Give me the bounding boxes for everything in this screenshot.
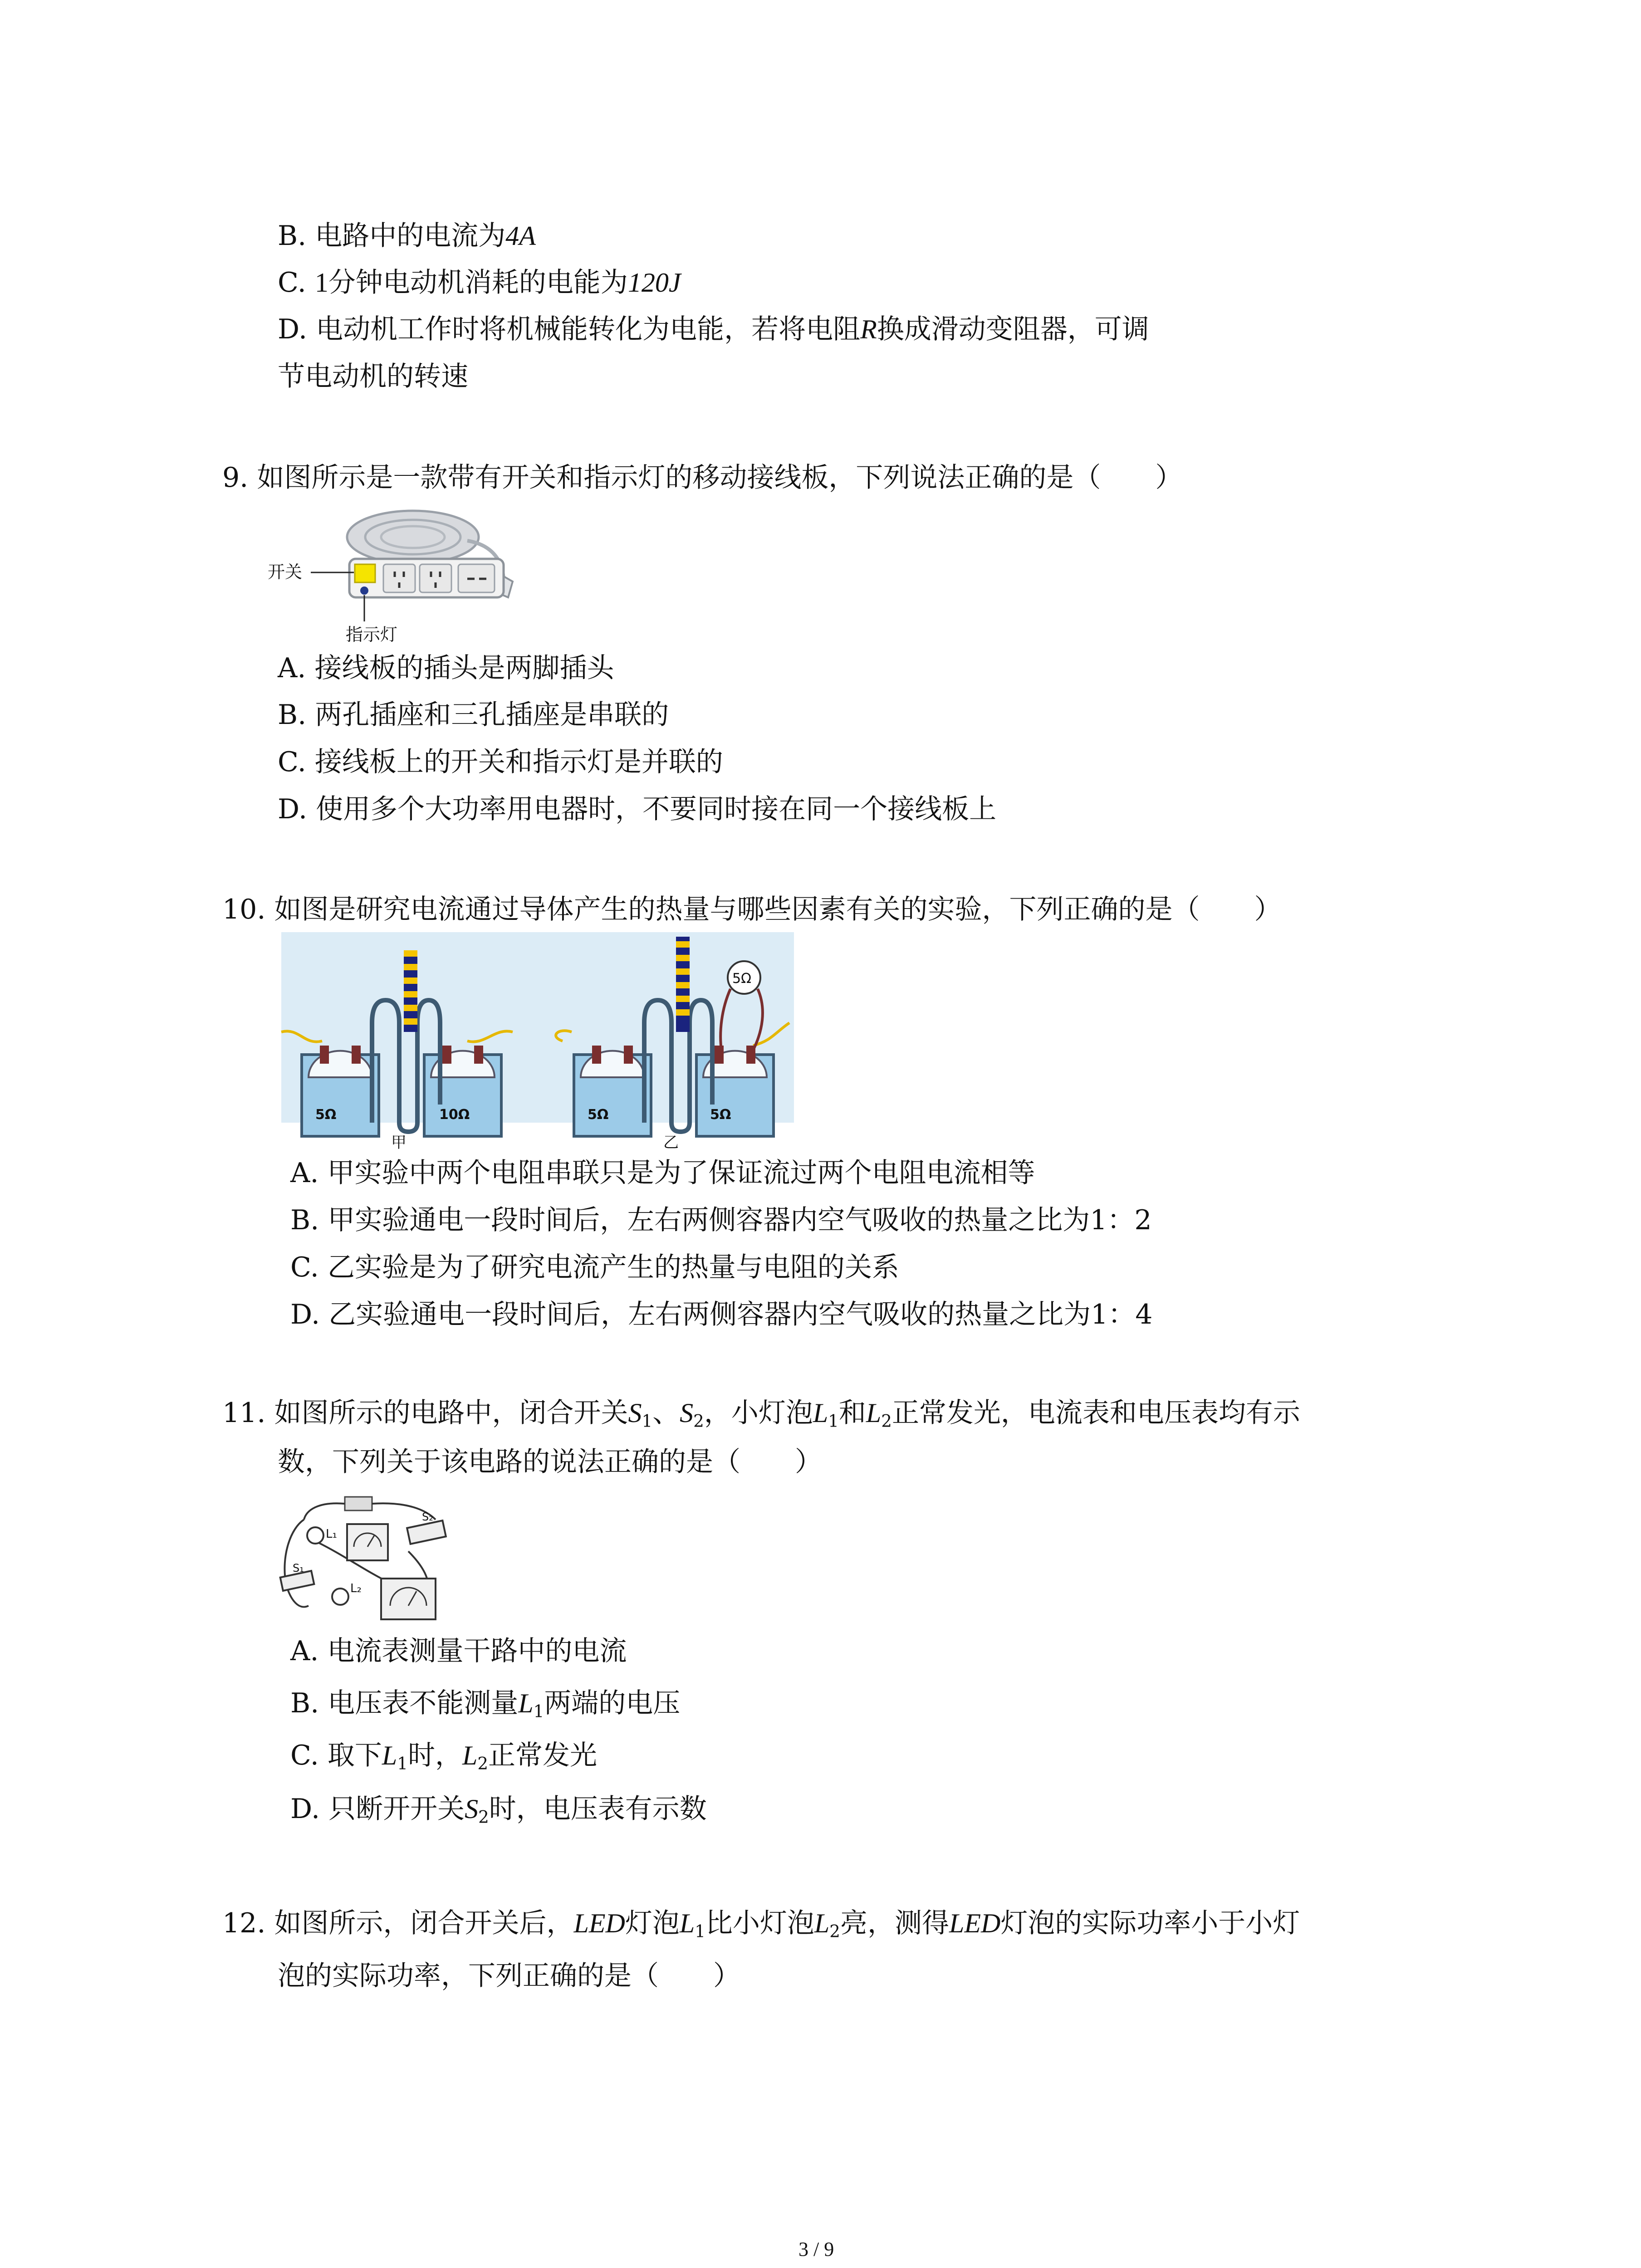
q8-option-d-line2: 节电动机的转速 — [278, 361, 468, 392]
q9-option-c: C. 接线板上的开关和指示灯是并联的 — [278, 746, 723, 778]
switch-label: 开关 — [268, 562, 303, 582]
q10-experiment-figure — [272, 932, 798, 1150]
yi-external-resistor-label: 5Ω — [732, 971, 752, 987]
q10-option-c: C. 乙实验是为了研究电流产生的热量与电阻的关系 — [290, 1251, 899, 1283]
q11-option-b: B. 电压表不能测量$L_1$两端的电压 — [290, 1687, 681, 1721]
q9-option-a: A. 接线板的插头是两脚插头 — [278, 652, 614, 684]
q12-stem-line2: 泡的实际功率，下列正确的是（ ） — [278, 1960, 740, 1992]
switch-s1-label: S₁ — [293, 1562, 304, 1574]
q9-stem: 9. 如图所示是一款带有开关和指示灯的移动接线板，下列说法正确的是（ ） — [222, 462, 1183, 494]
q9-option-d: D. 使用多个大功率用电器时，不要同时接在同一个接线板上 — [278, 793, 997, 825]
jia-label: 甲 — [391, 1134, 407, 1150]
bulb-l2-label: L₂ — [350, 1582, 362, 1595]
q8-option-b: B. 电路中的电流为4A — [278, 220, 536, 252]
q12-stem-line1: 12. 如图所示，闭合开关后，LED灯泡$L_1$比小灯泡$L_2$亮，测得LED灯泡的实际功率小于小灯 — [222, 1907, 1300, 1941]
yi-right-resistor-label: 5Ω — [710, 1107, 731, 1123]
q11-option-c: C. 取下$L_1$时，$L_2$正常发光 — [290, 1740, 598, 1774]
yi-left-resistor-label: 5Ω — [588, 1107, 609, 1123]
bulb-l1-label: L₁ — [326, 1527, 337, 1541]
q10-option-d: D. 乙实验通电一段时间后，左右两侧容器内空气吸收的热量之比为1：4 — [290, 1299, 1153, 1330]
page-number: 3 / 9 — [798, 2238, 834, 2260]
q11-option-a: A. 电流表测量干路中的电流 — [290, 1635, 627, 1667]
q9-option-b: B. 两孔插座和三孔插座是串联的 — [278, 699, 669, 731]
circuit-photo-illustration — [272, 1492, 463, 1624]
jia-right-resistor-label: 10Ω — [439, 1107, 470, 1123]
indicator-light-label: 指示灯 — [346, 625, 398, 645]
q11-option-d: D. 只断开开关$S_2$时，电压表有示数 — [290, 1793, 707, 1827]
q11-stem-line1: 11. 如图所示的电路中，闭合开关$S_1$、$S_2$，小灯泡$L_1$和$L_2$正常发光，电流表和电压表均有示 — [222, 1397, 1300, 1431]
q11-circuit-figure — [272, 1492, 463, 1624]
q10-option-a: A. 甲实验中两个电阻串联只是为了保证流过两个电阻电流相等 — [290, 1157, 1035, 1189]
joule-heating-apparatus — [272, 932, 798, 1150]
q10-stem: 10. 如图是研究电流通过导体产生的热量与哪些因素有关的实验，下列正确的是（ ） — [222, 894, 1282, 925]
q11-stem-line2: 数，下列关于该电路的说法正确的是（ ） — [278, 1446, 822, 1478]
yi-label: 乙 — [663, 1134, 679, 1150]
switch-s2-label: S₂ — [422, 1510, 433, 1523]
jia-left-resistor-label: 5Ω — [315, 1107, 337, 1123]
q8-option-c: C. 1分钟电动机消耗的电能为120J — [278, 267, 681, 298]
power-strip-illustration — [268, 504, 522, 650]
q9-power-strip-figure — [268, 504, 522, 650]
q10-option-b: B. 甲实验通电一段时间后，左右两侧容器内空气吸收的热量之比为1：2 — [290, 1204, 1152, 1236]
q8-option-d-line1: D. 电动机工作时将机械能转化为电能，若将电阻R换成滑动变阻器，可调 — [278, 313, 1149, 345]
